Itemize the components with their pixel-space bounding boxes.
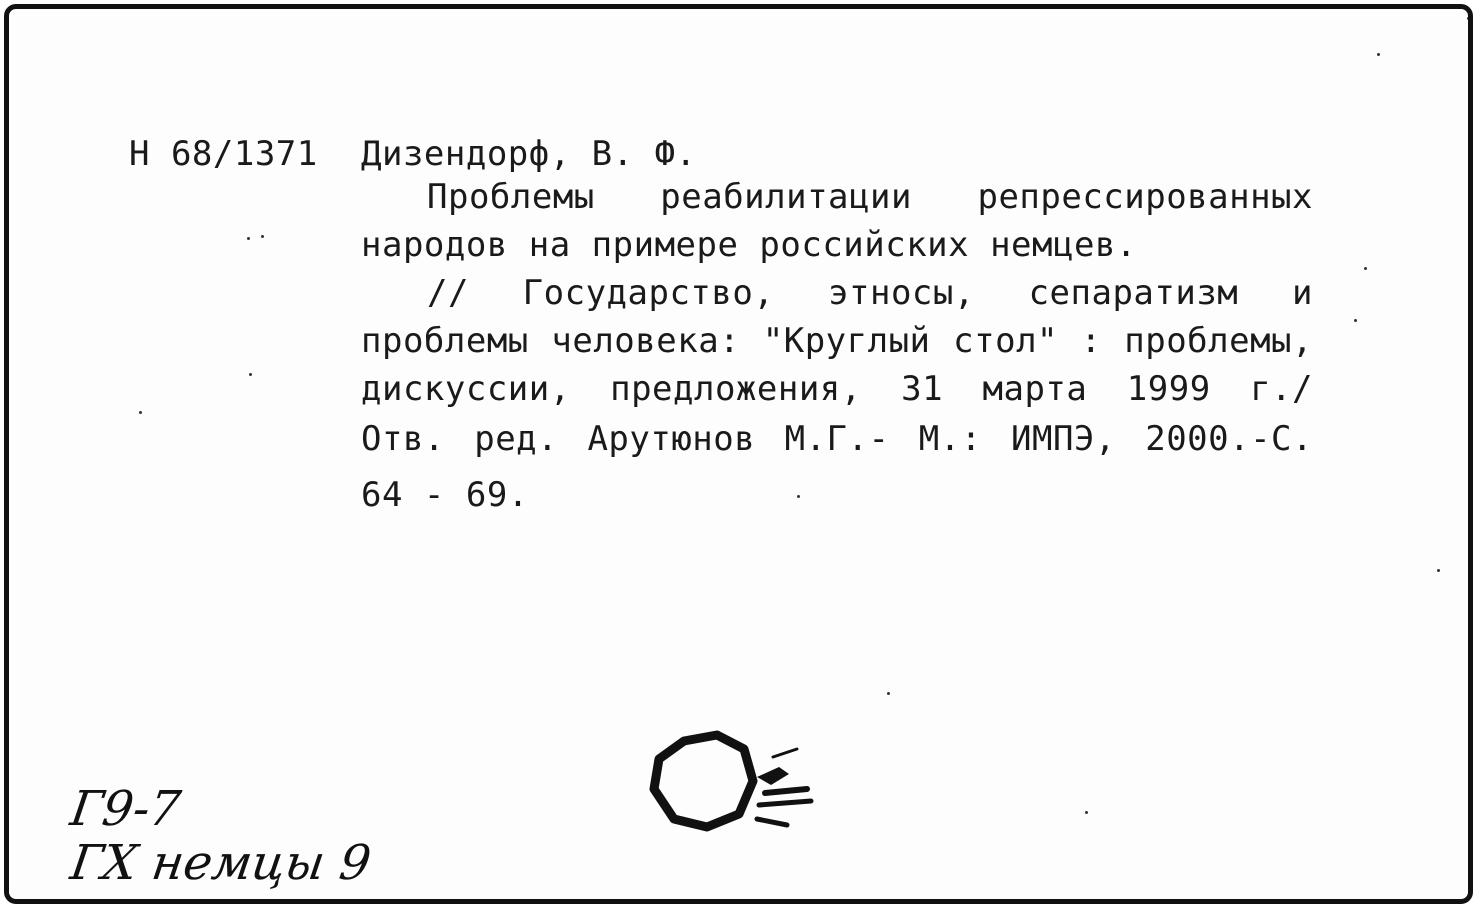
catalog-card (4, 4, 1473, 904)
speck (247, 237, 250, 240)
author-name: Дизендорф, В. Ф. (361, 134, 697, 174)
source-line-3: дискуссии, предложения, 31 марта 1999 г./ (361, 369, 1313, 409)
source-line-1: // Государство, этносы, сепаратизм и (427, 273, 1313, 313)
speck (1354, 319, 1357, 322)
title-line-1: Проблемы реабилитации репрессированных (427, 177, 1313, 217)
handwritten-classification-code: Г9-7 (67, 781, 185, 837)
speck (1437, 569, 1440, 572)
speck (1377, 53, 1380, 56)
speck (797, 495, 800, 498)
source-line-2: проблемы человека: "Круглый стол" : проблемы, (361, 321, 1313, 361)
speck (261, 235, 264, 238)
speck (887, 692, 890, 695)
shelfmark: Н 68/1371 (129, 134, 318, 174)
handwritten-subject-note: ГХ немцы 9 (67, 835, 375, 891)
speck (139, 411, 142, 414)
round-library-stamp-icon (639, 719, 829, 854)
title-line-2: народов на примере российских немцев. (361, 225, 1137, 265)
speck (249, 373, 252, 376)
source-line-4: Отв. ред. Арутюнов М.Г.- М.: ИМПЭ, 2000.-С. (361, 419, 1313, 459)
speck (1467, 17, 1470, 20)
speck (1364, 267, 1367, 270)
speck (1085, 811, 1088, 814)
stamp-graphic (639, 719, 829, 849)
page-range: 64 - 69. (361, 475, 529, 515)
